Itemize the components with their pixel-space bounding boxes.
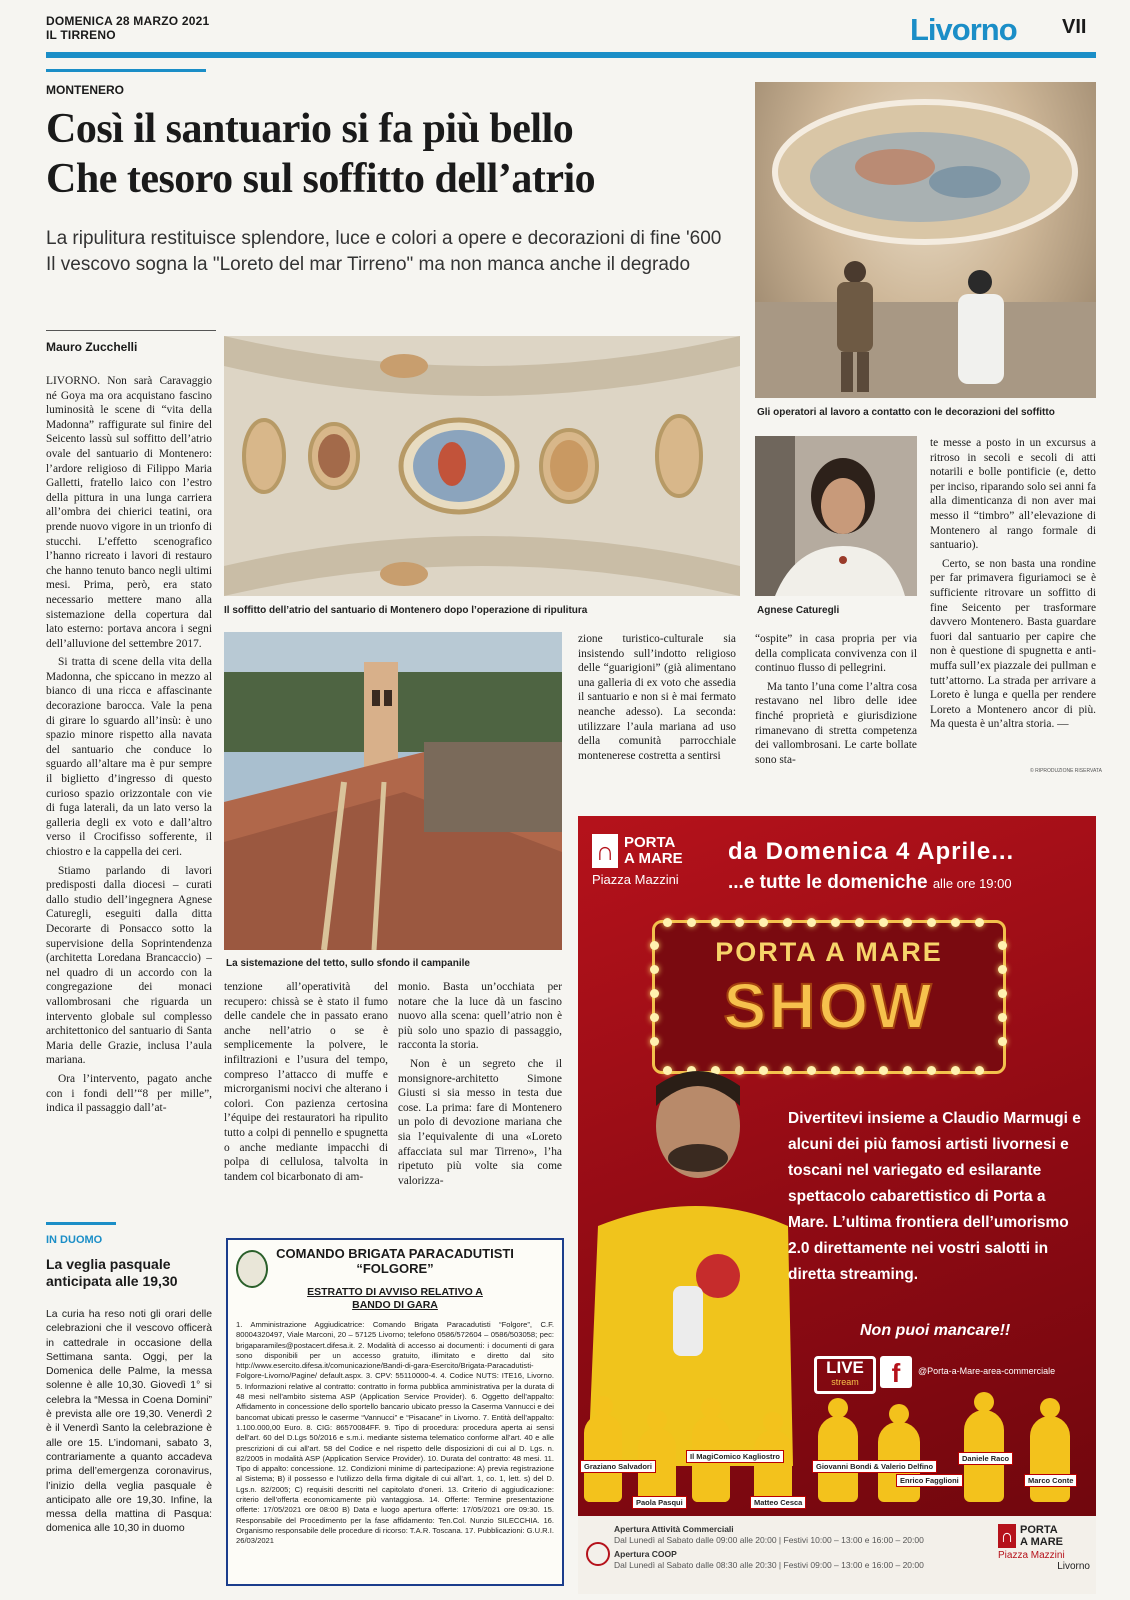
performer-name-7: Daniele Raco [958, 1452, 1013, 1465]
ad-logo [592, 834, 712, 887]
ad-description: Divertitevi insieme a Claudio Marmugi e alcuni dei più famosi artisti livornesi e toscani nel variegato ed esilarante spettacolo cabarettistico di Porta a Mare. L’ultima frontiera dell’umorismo 2.0 direttamente nei vostri salotti in diretta streaming. [788, 1110, 1081, 1283]
tender-subtitle-line-2: BANDO DI GARA [352, 1299, 438, 1311]
hours-2-title: Apertura COOP [614, 1549, 677, 1559]
header-date: DOMENICA 28 MARZO 2021 [46, 14, 210, 28]
col1-para-4: Ora l’intervento, pagato anche con i fondi dell’“8 per mille”, indica il passaggio dall’at- [46, 1072, 212, 1115]
marquee-bulb [650, 1013, 659, 1022]
footer-logo-line-1: PORTA [1020, 1524, 1058, 1536]
copyright-note: © RIPRODUZIONE RISERVATA [1030, 768, 1102, 774]
marquee-bulb [650, 965, 659, 974]
tender-notice [226, 1238, 564, 1586]
col3-para-1: monio. Basta un’occhiata per notare che la luce dà un fascino nuovo alla scena: quell’atrio non è più solo uno spazio di passaggio, racconta la storia. [398, 981, 562, 1052]
silhouette-5 [818, 1416, 858, 1502]
marquee-bulb [927, 918, 936, 927]
ad-cta: Non puoi mancare!! [860, 1322, 1011, 1339]
clock-icon [586, 1542, 610, 1566]
marquee-bulb [879, 1066, 888, 1075]
ad-logo-sub: Piazza Mazzini [592, 872, 679, 887]
article-column-5 [755, 632, 917, 771]
caption-workers: Gli operatori al lavoro a contatto con le decorazioni del soffitto [757, 407, 1055, 418]
marquee-bulb [879, 918, 888, 927]
caption-ceiling: Il soffitto dell’atrio del santuario di Montenero dopo l’operazione di ripulitura [224, 605, 588, 616]
performer-name-2: Paola Pasqui [632, 1496, 687, 1509]
marquee-bulb [927, 1066, 936, 1075]
footer-logo [998, 1524, 1090, 1572]
col2-para-1: tenzione all’operatività del recupero: chissà se è stato il fumo delle candele che in passato erano anche nell’atrio o se è semplicemente la polvere, le infiltrazioni e l’usura del tempo, compreso l’attacco di muffe e microrganismi nocivi che alterano i colori. Con pazienza certosina l’équipe dei restauratori ha ripulito tutto a colpi di pennello e spugnetta o anche mediante impacchi di polpa di cellulosa, talvolta in tandem col bicarbonato di am- [224, 981, 388, 1183]
ceiling-photo-illustration [224, 336, 740, 596]
article-column-4 [578, 632, 736, 767]
article-column-1 [46, 374, 212, 1120]
marquee-bulb [831, 1066, 840, 1075]
header-paper: IL TIRRENO [46, 28, 116, 42]
subhead-line-2: Il vescovo sogna la "Loreto del mar Tirreno" ma non manca anche il degrado [46, 254, 691, 275]
marquee-bulb [807, 918, 816, 927]
tender-title-line-1: COMANDO BRIGATA PARACADUTISTI [276, 1246, 514, 1261]
tender-title [228, 1246, 562, 1276]
caption-roof: La sistemazione del tetto, sullo sfondo il campanile [226, 958, 470, 969]
roof-photo [224, 632, 562, 950]
sidebar-rule [46, 1222, 116, 1225]
footer-sub: Piazza Mazzini [998, 1550, 1065, 1561]
headline-line-1: Così il santuario si fa più bello [46, 106, 574, 152]
performer-name-3: Il MagiComico Kagliostro [686, 1450, 784, 1463]
performer-name-4: Matteo Cesca [750, 1496, 806, 1509]
live-label: LIVE [826, 1358, 864, 1377]
tender-body: 1. Amministrazione Aggiudicatrice: Comando Brigata Paracadutisti “Folgore”, C.F. 80004320497, Viale Marconi, 20 – 57125 Livorno; telefono 0586/572604 – 0586/503058; pec: brigaparamiles@postacert.difesa.it. 2. Modalità di accesso ai documenti: i documenti di gara sono disponibili per un accesso gratuito, illimitato e diretto dal sito http://www.esercito.difesa.it/comunicazione/Bandi-di-gara-Esercito/Brigata-Paracadutisti-Folgore-Livorno/Pagine/ default.aspx. 3. CPV: 55110000-4. 4. Codice NUTS: ITE16, Livorno. 5. Informazioni relative al contratto: contratto in forma pubblica amministrativa per la durata di 48 mesi nell’ambito sistema ASP (Application Service Provider). 6. Oggetto dell’appalto: Affidamento in concessione dello sportello bancario ubicato presso la Caserma Vannucci e dei bancomat ubicati presso le caserme “Vannucci” e “Pisacane” in Livorno. 7. Entità dell’appalto: 1.100.000,00 Euro. 8. CIG: 86570084FF. 9. Tipo di procedura: procedura aperta ai sensi dell’art. 60 del D.Lgs 50/2016 e s.m.i. mediante sistema telematico conforme all’art. 40 e alle prescrizioni di cui all’art. 58 del Codice e nel rispetto delle disposizioni di cui al D. Lgs. n. 82/2005 in modalità ASP (Application Service Provider). 10. Durata del contratto: 48 mesi. 11. Tipo di appalto: concessione. 12. Condizioni minime di partecipazione: A) previa registrazione al Sistema; B) il possesso e l’utilizzo della firma digitale di cui all’art. 1, co. 1, lett. s) del D. Lgs.n. 82/2005; C) requisiti descritti nel capitolato d’oneri. 13. Criterio di aggiudicazione: criterio dell’offerta economicamente più vantaggiosa. 14. Offerte: Termine presentazione offerte: 17/05/2021 ore 08:00 B) Data e luogo apertura offerte: 17/05/2021 ore 09:30. 15. Responsabile del Procedimento per la fase affidamento: Ten.Col. Nunzio SILECCHIA. 16. Organismo responsabile delle procedure di ricorso: T.A.R. Toscana. 17. Pubblicazioni: G.U.R.I. 26/03/2021 [236, 1320, 554, 1546]
performer-name-8: Marco Conte [1024, 1474, 1077, 1487]
portrait-illustration [755, 436, 917, 596]
tender-subtitle [228, 1286, 562, 1312]
marquee-bulb [855, 1066, 864, 1075]
article-kicker: MONTENERO [46, 83, 124, 97]
emblem-icon [236, 1250, 268, 1288]
marquee-bulb [951, 1066, 960, 1075]
sidebar-para: La curia ha reso noti gli orari delle celebrazioni che il vescovo officerà in cattedrale in occasione della Settimana santa. Oggi, per la Domenica delle Palme, la messa solenne è alle 10,30. Giovedì 1° si celebra la “Messa in Coena Domini” è prevista alle ore 19,30. Venerdì 2 è il Venerdì Santo la celebrazione è alle ore 15. L’indomani, sabato 3, contrariamente a quanto accadeva prima dell’emergenza coronavirus, l’inizio della veglia pasquale è anticipato alle ore 19,30. Infine, la messa della mattina di Pasqua: domenica alle 10,30 in duomo [46, 1309, 212, 1535]
article-subhead [46, 226, 746, 278]
marquee-bulb [759, 918, 768, 927]
article-headline [46, 104, 746, 204]
author-rule [46, 330, 216, 331]
hours-1: Dal Lunedì al Sabato dalle 09:00 alle 20:00 | Festivi 10:00 – 13:00 e 16:00 – 20:00 [614, 1535, 924, 1545]
performer-name-5: Giovanni Bondi & Valerio Delfino [812, 1460, 937, 1473]
article-column-3 [398, 980, 562, 1192]
ad-hours [614, 1524, 984, 1571]
marquee-bulb [783, 918, 792, 927]
marquee-bulb [807, 1066, 816, 1075]
fb-handle: @Porta-a-Mare-area-commerciale [918, 1366, 1056, 1376]
ad-footer [578, 1516, 1096, 1594]
article-column-6 [930, 436, 1096, 736]
footer-logo-icon: ∩ [998, 1524, 1016, 1548]
marquee-bulb [687, 918, 696, 927]
show-title-2: SHOW [723, 970, 935, 1042]
sidebar-body [46, 1308, 212, 1541]
col5-para-1: “ospite” in casa propria per via della complicata convivenza con il continuo flusso di pellegrini. [755, 633, 917, 675]
col6-para-1: te messe a posto in un excursus a ritroso in secoli e secoli di atti notarili e bolle pontificie (e, detto per inciso, riparando solo sei anni fa alla dimenticanza di non aver mai messo il “timbro” all’elevazione di Montenero al rango formale di santuario). [930, 437, 1096, 552]
marquee-bulb [998, 965, 1007, 974]
portrait-photo [755, 436, 917, 596]
marquee-bulb [975, 918, 984, 927]
sidebar-label: IN DUOMO [46, 1234, 103, 1246]
page-number: VII [1062, 16, 1087, 38]
marquee-bulb [711, 918, 720, 927]
col1-para-3: Stiamo parlando di lavori predisposti dalla diocesi – curati dallo studio dell’ingegnera Agnese Caturegli, eseguiti dalla ditta Decorarte di Ponsacco sotto la supervisione della Soprintendenza (architetta Loredana Brancaccio) – nel quadro di un accordo con la congregazione dei monaci vallombrosani che riguarda un intervento globale sul complesso architettonico del santuario di Santa Maria delle Grazie, inclusa l’aula mariana. [46, 864, 212, 1067]
article-author: Mauro Zucchelli [46, 340, 138, 354]
col1-para-2: Si tratta di scene della vita della Madonna, che spiccano in mezzo al bianco di una ricca e affascinante decorazione barocca. Vale la pena di girare lo sguardo all’insù: è uno spazio minore rispetto alla navata del santuario che conduce lo sguardo all’altare ma è pur sempre il biglietto d’ingresso di questo curioso spazio orizzontale con vie di fuga laterali, da un lato verso la galleria degli ex voto e dall’altro verso il Crocifisso sofferente, il chiostro e la cappella dei ceri. [46, 656, 212, 858]
ad-logo-line-1: PORTA [624, 834, 676, 851]
marquee-bulb [998, 1013, 1007, 1022]
marquee-bulb [735, 918, 744, 927]
marquee-bulb [951, 918, 960, 927]
marquee-bulb [975, 1066, 984, 1075]
marquee-bulb [650, 941, 659, 950]
sidebar-title: La veglia pasquale anticipata alle 19,30 [46, 1256, 178, 1289]
section-title: Livorno [910, 12, 1017, 47]
col1-para-1: LIVORNO. Non sarà Caravaggio né Goya ma ora acquistano fascino luminosità le scene di “vita della Madonna” raffigurate sul finire del Seicento lassù sul soffitto dell’atrio ovale del santuario di Montenero: l’ardore religioso di Filippo Maria Galletti, fratello laico con l’estro della pittura in una lunga carriera all’ombra dei chierici teatini, ora prende nuovo vigore in un trionfo di stucchi. L’effetto scenografico l’hanno ricreato i lavori di restauro che hanno tenuto banco negli ultimi mesi. Prima, però, era stato necessario mettere mano alla sistemazione della copertura dal lato esterno: portava ancora i segni dell’alluvione del settembre 2017. [46, 375, 212, 650]
marquee-bulb [903, 918, 912, 927]
performer-name-1: Graziano Salvadori [580, 1460, 656, 1473]
marquee-bulb [650, 989, 659, 998]
marquee-bulb [831, 918, 840, 927]
marquee-bulb [998, 1037, 1007, 1046]
header-date-block [46, 14, 209, 42]
col4-para-1: zione turistico-culturale sia insistendo sull’indotto religioso delle “guarigioni” (già alimentano una galleria di ex voto che assedia il santuario e non si è mai fermato neanche adesso). La seconda: utilizzare l’aula mariana ad uso della comunità parrocchiale montenerese costretta a sentirsi [578, 633, 736, 762]
hours-2: Dal Lunedì al Sabato dalle 08:30 alle 20:30 | Festivi 09:00 – 13:00 e 16:00 – 20:00 [614, 1560, 924, 1570]
facebook-icon: f [880, 1356, 912, 1388]
tender-subtitle-line-1: ESTRATTO DI AVVISO RELATIVO A [307, 1286, 483, 1298]
col3-para-2: Non è un segreto che il monsignore-architetto Simone Giusti si sia messo in testa due cose. La prima: fare di Montenero un polo di devozione mariana che sia l’equivalente di una «Loreto affacciata sul mar Tirreno», l’ha ripetuto più volte sia come valorizza- [398, 1057, 562, 1187]
workers-photo [755, 82, 1096, 398]
marquee-bulb [998, 989, 1007, 998]
workers-photo-illustration [755, 82, 1096, 398]
col6-para-2: Certo, se non basta una rondine per far primavera figuriamoci se è sufficiente ritrovare un soffitto di fine Seicento per trasformare davvero Montenero. Basta guardare fuori dal santuario per capire che non è questione di spugnetta e anti-muffa sull’ex piazzale dei pullman e tutt’attorno. La strada per arrivare a Loreto è lunga e quella per rendere Loreto a Montenero ancor di più. Ma questa è un’altra storia. — [930, 557, 1096, 731]
roof-photo-illustration [224, 632, 562, 950]
footer-city: Livorno [1057, 1561, 1090, 1572]
marquee-bulb [650, 1037, 659, 1046]
caption-portrait: Agnese Caturegli [757, 605, 840, 616]
silhouette-8 [1030, 1416, 1070, 1502]
hours-1-title: Apertura Attività Commerciali [614, 1524, 734, 1534]
headline-line-2: Che tesoro sul soffitto dell’atrio [46, 156, 596, 202]
live-stream-badge [814, 1356, 876, 1394]
ad-time-main: ...e tutte le domeniche [728, 872, 928, 893]
footer-logo-line-2: A MARE [1020, 1536, 1063, 1548]
header-rule [46, 52, 1096, 58]
ad-date-line: da Domenica 4 Aprile... [728, 838, 1015, 865]
ad-time-small: alle ore 19:00 [932, 876, 1012, 891]
marquee-bulb [903, 1066, 912, 1075]
subhead-line-1: La ripulitura restituisce splendore, luce e colori a opere e decorazioni di fine '600 [46, 228, 722, 249]
porta-a-mare-ad [578, 816, 1096, 1594]
live-sub: stream [831, 1377, 859, 1387]
show-title-1: PORTA A MARE [715, 937, 943, 967]
performer-name-6: Enrico Fagglioni [896, 1474, 963, 1487]
article-column-2 [224, 980, 388, 1188]
ad-logo-line-2: A MARE [624, 850, 683, 867]
marquee-bulb [855, 918, 864, 927]
porta-logo-icon: ∩ [592, 834, 618, 868]
ceiling-photo [224, 336, 740, 596]
kicker-rule [46, 69, 206, 72]
silhouette-1 [584, 1414, 622, 1502]
ad-time-line [728, 872, 1012, 894]
silhouette-4 [754, 1430, 792, 1502]
col5-para-2: Ma tanto l’una come l’altra cosa restavano nel libro delle idee finché proprietà e giurisdizione rimanevano di stretta competenza dei vallombrosani. Le carte bollate sono sta- [755, 680, 917, 766]
marquee-bulb [663, 918, 672, 927]
marquee-bulb [998, 941, 1007, 950]
tender-title-line-2: “FOLGORE” [356, 1261, 434, 1276]
